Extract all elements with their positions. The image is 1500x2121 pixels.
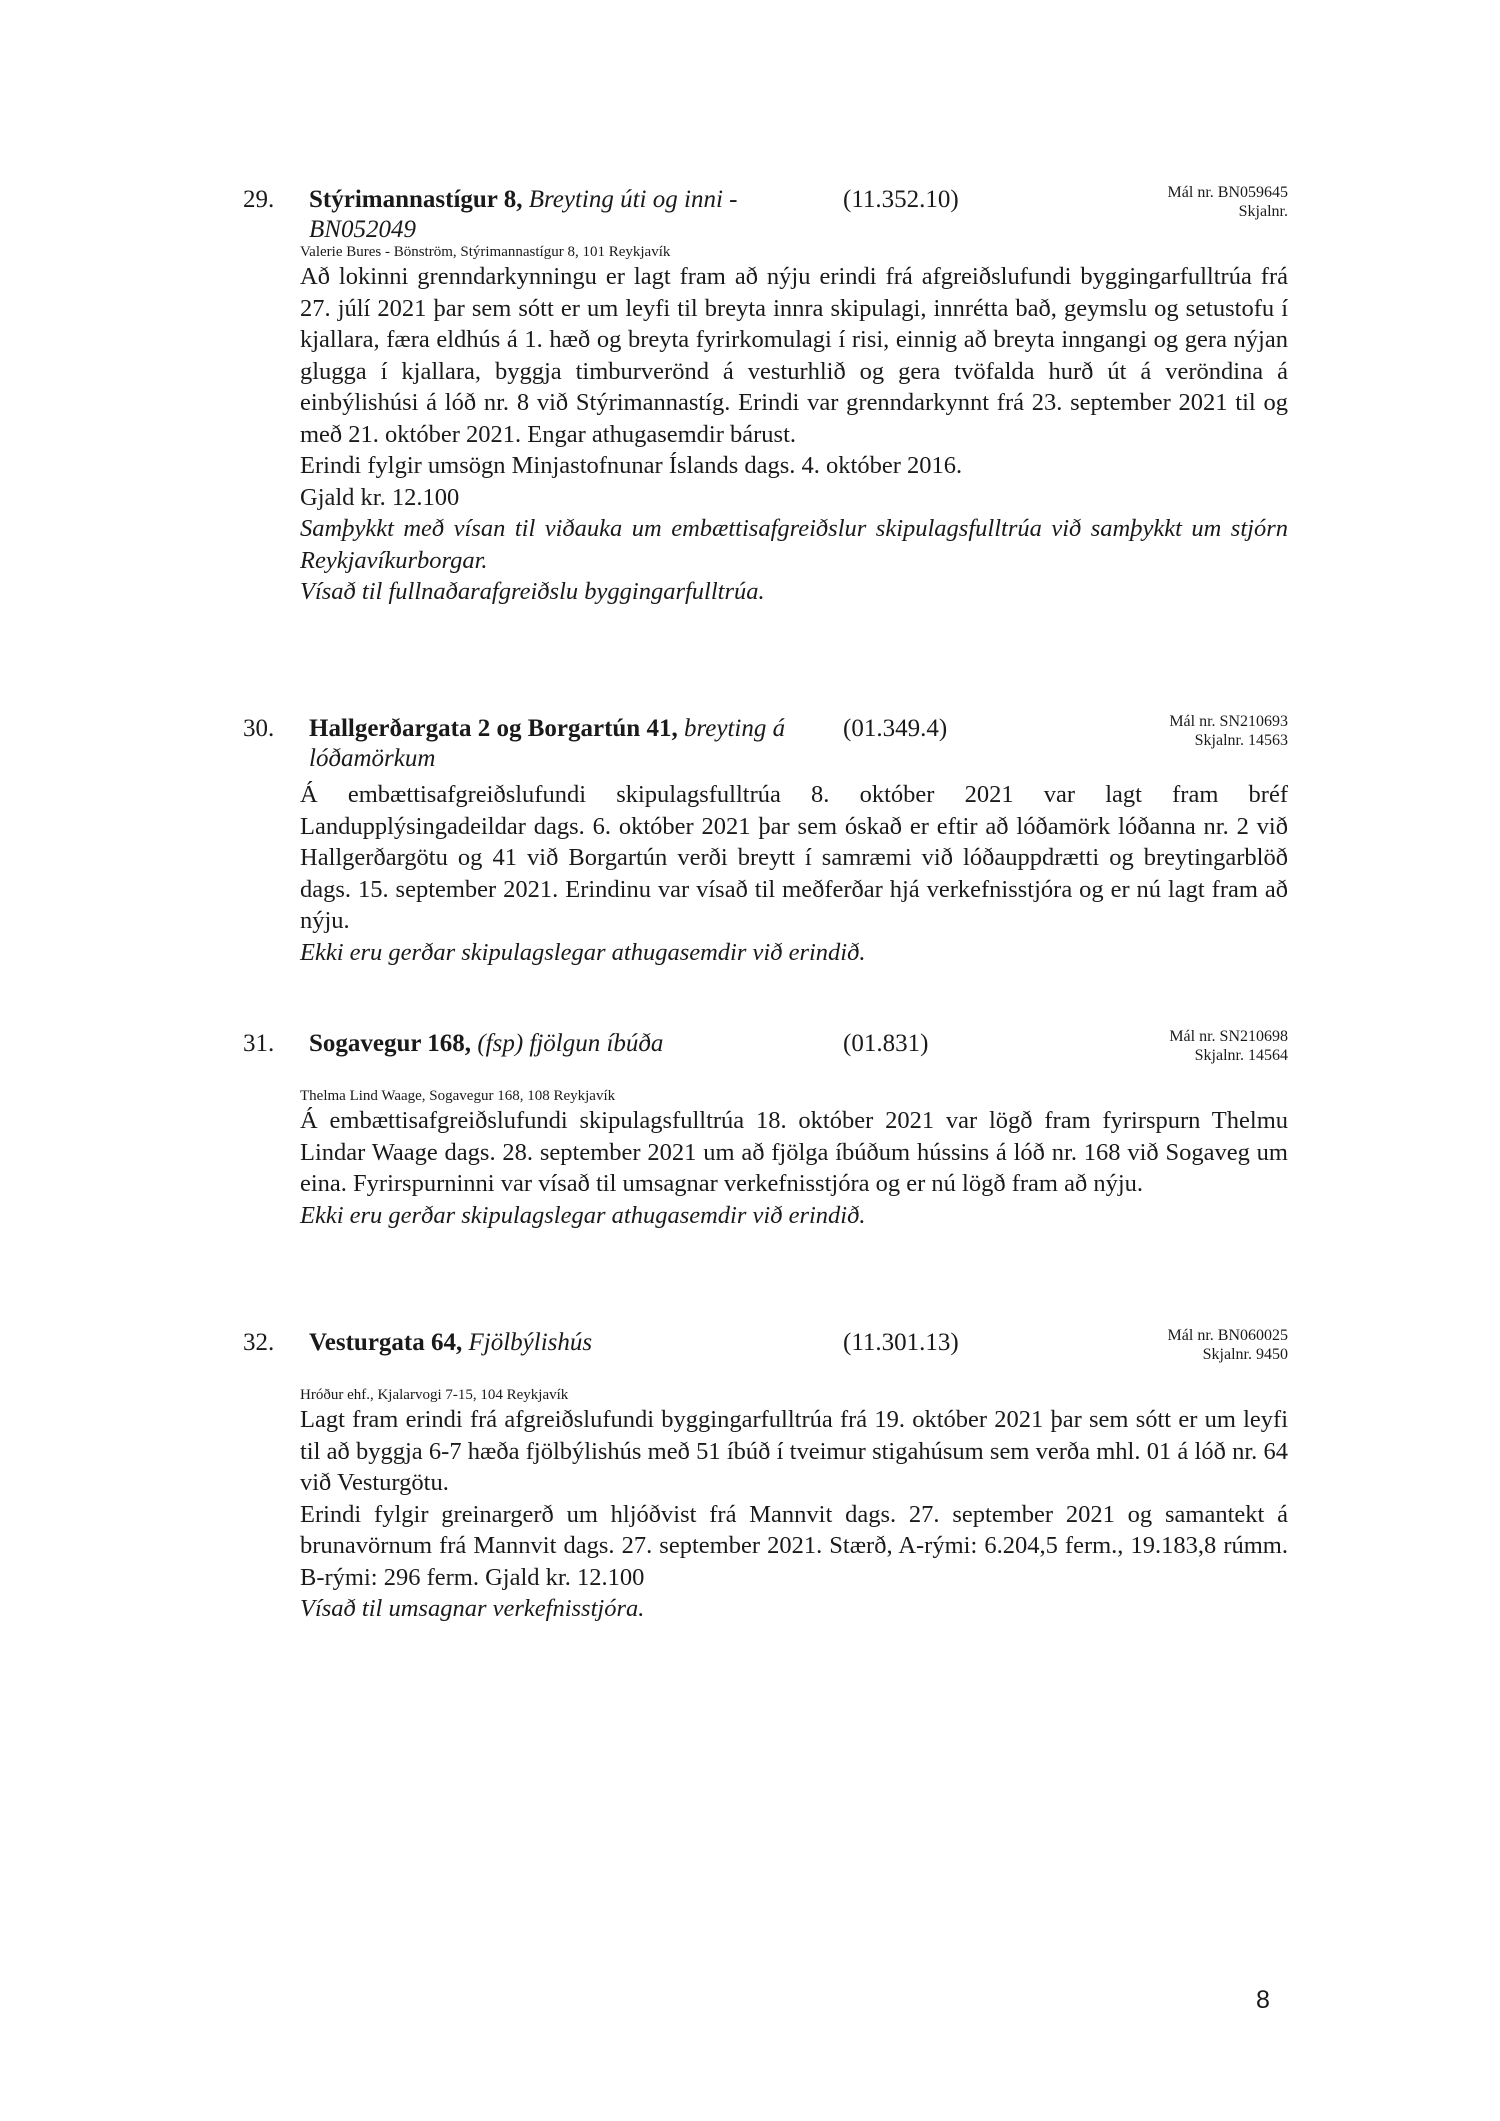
case-ref-number: Mál nr. BN060025 xyxy=(1167,1327,1288,1344)
case-decision: Ekki eru gerðar skipulagslegar athugasemdir við erindið. xyxy=(300,938,866,966)
case-body xyxy=(300,779,1288,968)
case-header xyxy=(243,185,1288,241)
document-ref-number: Skjalnr. 9450 xyxy=(1202,1346,1288,1363)
case-header xyxy=(243,1328,1288,1384)
case-paragraph: Lagt fram erindi frá afgreiðslufundi byggingarfulltrúa frá 19. október 2021 þar sem sótt er um leyfi til að byggja 6-7 hæða fjölbýlishús með 51 íbúð í tveimur stigahúsum sem verða mhl. 01 á lóð nr. 64 við Vesturgötu. xyxy=(300,1406,1288,1496)
case-title xyxy=(309,1328,839,1358)
document-ref-number: Skjalnr. 14564 xyxy=(1194,1047,1288,1064)
case-address: Sogavegur 168, xyxy=(309,1030,472,1057)
case-30 xyxy=(243,714,1288,968)
case-subject: Fjölbýlishús xyxy=(468,1329,593,1356)
case-number: 32. xyxy=(243,1329,275,1356)
case-reference xyxy=(1169,712,1288,750)
case-decision: Vísað til umsagnar verkefnisstjóra. xyxy=(300,1595,645,1622)
case-paragraph: Erindi fylgir umsögn Minjastofnunar Íslands dags. 4. október 2016. xyxy=(300,452,963,479)
case-header xyxy=(243,1029,1288,1085)
case-paragraph: Erindi fylgir greinargerð um hljóðvist frá Mannvit dags. 27. september 2021 og samantekt á brunavörnum frá Mannvit dags. 27. september 2021. Stærð, A-rými: 6.204,5 ferm., 19.183,8 rúmm. B-rými: 296 ferm. Gjald kr. 12.100 xyxy=(300,1500,1288,1591)
case-reference xyxy=(1168,1326,1288,1364)
case-paragraph: Á embættisafgreiðslufundi skipulagsfulltrúa 8. október 2021 var lagt fram bréf Landupplýsingadeildar dags. 6. október 2021 þar sem óskað er eftir að lóðamörk lóðanna nr. 2 við Hallgerðargötu og 41 við Borgartún verði breytt í samræmi við lóðauppdrætti og breytingarblöð dags. 15. september 2021. Erindinu var vísað til meðferðar hjá verkefnisstjóra og er nú lagt fram að nýju. xyxy=(300,781,1288,934)
case-31 xyxy=(243,1029,1288,1231)
land-number: (11.301.13) xyxy=(843,1329,959,1356)
document-ref-number: Skjalnr. 14563 xyxy=(1194,732,1288,749)
case-decision: Samþykkt með vísan til viðauka um embættisafgreiðslur skipulagsfulltrúa við samþykkt um stjórn Reykjavíkurborgar. xyxy=(300,515,1288,574)
case-reference xyxy=(1169,1027,1288,1065)
case-29 xyxy=(243,185,1288,608)
applicant: Thelma Lind Waage, Sogavegur 168, 108 Reykjavík xyxy=(300,1088,616,1104)
case-body xyxy=(300,1105,1288,1231)
document-ref-number: Skjalnr. xyxy=(1238,203,1288,220)
land-number: (01.349.4) xyxy=(843,715,948,742)
case-title xyxy=(309,714,839,774)
land-number: (11.352.10) xyxy=(843,186,959,213)
case-decision: Ekki eru gerðar skipulagslegar athugasemdir við erindið. xyxy=(300,1201,866,1229)
case-header xyxy=(243,714,1288,770)
case-32 xyxy=(243,1328,1288,1625)
case-address: Stýrimannastígur 8, xyxy=(309,186,523,213)
applicant: Valerie Bures - Bönström, Stýrimannastígur 8, 101 Reykjavík xyxy=(300,244,671,260)
case-ref-number: Mál nr. SN210698 xyxy=(1169,1028,1288,1045)
case-subject: breyting á lóðamörkum xyxy=(309,715,786,772)
case-paragraph: Gjald kr. 12.100 xyxy=(300,483,460,511)
case-reference xyxy=(1168,183,1288,221)
case-decision: Vísað til fullnaðarafgreiðslu byggingarfulltrúa. xyxy=(300,578,765,605)
case-title xyxy=(309,1029,839,1059)
case-address: Vesturgata 64, xyxy=(309,1329,463,1356)
case-number: 29. xyxy=(243,186,275,213)
case-ref-number: Mál nr. SN210693 xyxy=(1169,713,1288,730)
case-paragraph: Á embættisafgreiðslufundi skipulagsfulltrúa 18. október 2021 var lögð fram fyrirspurn Thelmu Lindar Waage dags. 28. september 2021 um að fjölga íbúðum hússins á lóð nr. 168 við Sogaveg um eina. Fyrirspurninni var vísað til umsagnar verkefnisstjóra og er nú lögð fram að nýju. xyxy=(300,1107,1288,1197)
case-subject: (fsp) fjölgun íbúða xyxy=(477,1030,664,1057)
case-number: 30. xyxy=(243,715,275,742)
applicant: Hróður ehf., Kjalarvogi 7-15, 104 Reykjavík xyxy=(300,1387,569,1403)
case-body xyxy=(300,1404,1288,1625)
page-number: 8 xyxy=(1256,1986,1270,2014)
case-number: 31. xyxy=(243,1030,275,1057)
case-ref-number: Mál nr. BN059645 xyxy=(1167,184,1288,201)
case-body xyxy=(300,261,1288,608)
land-number: (01.831) xyxy=(843,1030,929,1057)
case-title xyxy=(309,185,839,245)
case-paragraph: Að lokinni grenndarkynningu er lagt fram að nýju erindi frá afgreiðslufundi byggingarfulltrúa frá 27. júlí 2021 þar sem sótt er um leyfi til breyta innra skipulagi, innrétta bað, geymslu og setustofu í kjallara, færa eldhús á 1. hæð og breyta fyrirkomulagi í risi, einnig að breyta inngangi og gera nýjan glugga í kjallara, byggja timburverönd á vesturhlið og gera tvöfalda hurð út á veröndina á einbýlishúsi á lóð nr. 8 við Stýrimannastíg. Erindi var grenndarkynnt frá 23. september 2021 til og með 21. október 2021. Engar athugasemdir bárust. xyxy=(300,263,1288,448)
case-subject: Breyting úti og inni - BN052049 xyxy=(309,186,738,243)
case-address: Hallgerðargata 2 og Borgartún 41, xyxy=(309,715,678,742)
